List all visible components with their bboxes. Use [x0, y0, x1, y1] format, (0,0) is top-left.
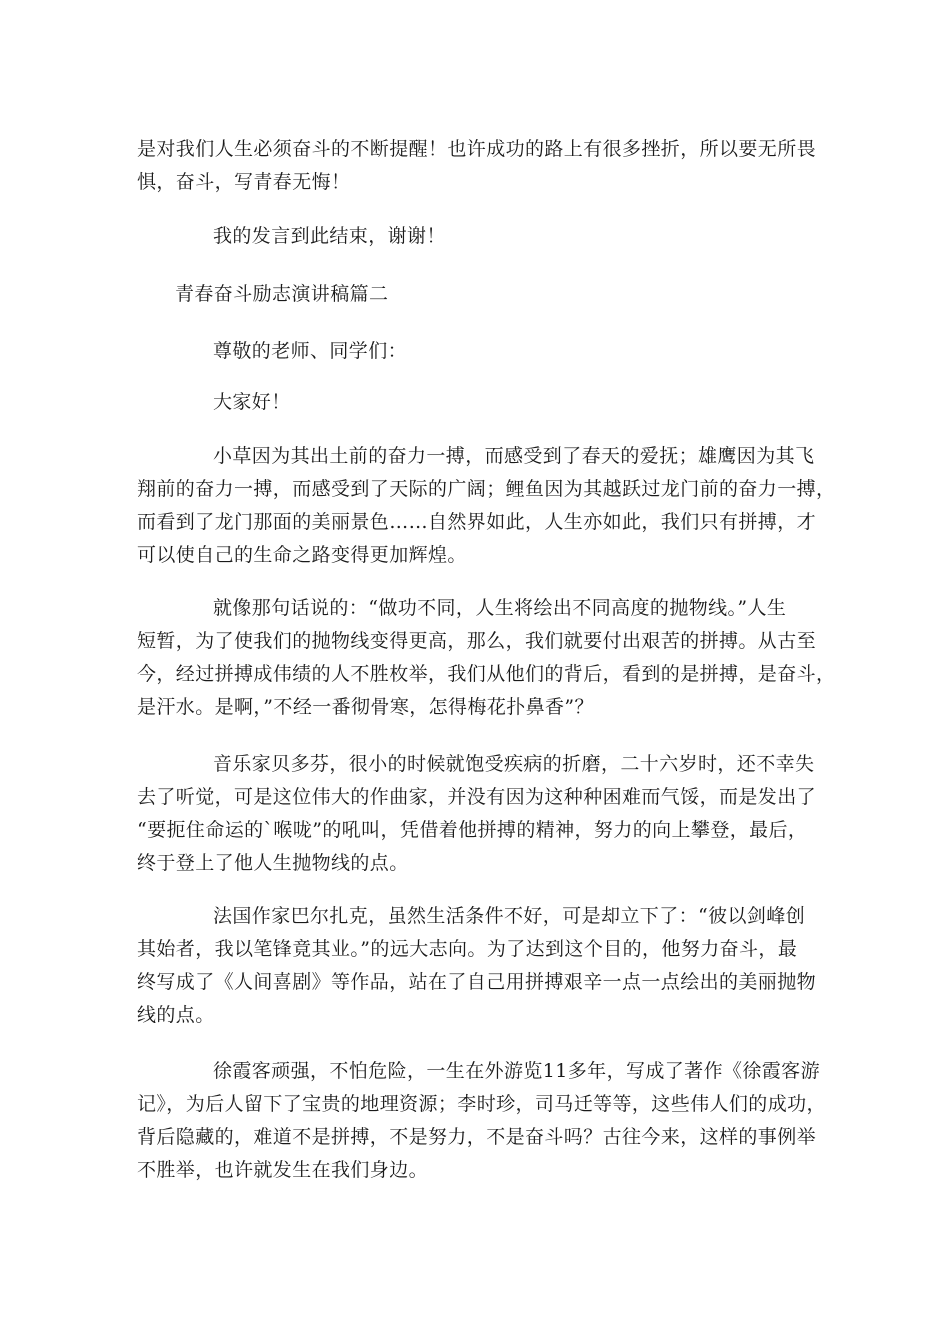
heading-text: 青春奋斗励志演讲稿篇二 [175, 283, 389, 305]
text-line: 背后隐藏的，难道不是拼搏，不是努力，不是奋斗吗？古往今来，这样的事例举 [137, 1126, 817, 1148]
paragraph-body [137, 748, 817, 880]
text-line: “要扼住命运的`喉咙”的吼叫，凭借着他拼搏的精神，努力的向上攀登，最后， [137, 819, 808, 841]
text-line: 是对我们人生必须奋斗的不断提醒！也许成功的路上有很多挫折，所以要无所畏 [137, 138, 817, 160]
paragraph-body [137, 440, 836, 572]
text-line: 记》，为后人留下了宝贵的地理资源；李时珍，司马迁等等，这些伟人们的成功， [137, 1093, 826, 1115]
text-line: 我的发言到此结束，谢谢！ [213, 225, 446, 247]
text-line: 翔前的奋力一搏，而感受到了天际的广阔；鲤鱼因为其越跃过龙门前的奋力一搏， [137, 478, 836, 500]
text-line: 其始者，我以笔锋竟其业。”的远大志向。为了达到这个目的，他努力奋斗，最 [137, 938, 798, 960]
text-line: 小草因为其出土前的奋力一搏，而感受到了春天的爱抚；雄鹰因为其飞 [213, 445, 815, 467]
text-line: 终写成了《人间喜剧》等作品，站在了自己用拼搏艰辛一点一点绘出的美丽抛物 [137, 971, 817, 993]
text-line: 就像那句话说的：“做功不同，人生将绘出不同高度的抛物线。”人生 [213, 597, 787, 619]
text-line: 大家好！ [213, 391, 291, 413]
paragraph-body [137, 1055, 826, 1187]
text-line: 法国作家巴尔扎克，虽然生活条件不好，可是却立下了：“彼以剑峰创 [213, 905, 806, 927]
paragraph-body [137, 592, 836, 724]
paragraph-closing [137, 220, 817, 253]
text-line: 不胜举，也许就发生在我们身边。 [137, 1159, 429, 1181]
text-line: 而看到了龙门那面的美丽景色……自然界如此，人生亦如此，我们只有拼搏，才 [137, 511, 817, 533]
paragraph-body [137, 900, 817, 1032]
text-line: 今，经过拼搏成伟绩的人不胜枚举，我们从他们的背后，看到的是拼搏，是奋斗， [137, 663, 836, 685]
paragraph-salutation [137, 335, 817, 368]
text-line: 线的点。 [137, 1004, 215, 1026]
text-line: 音乐家贝多芬，很小的时候就饱受疾病的折磨，二十六岁时，还不幸失 [213, 753, 815, 775]
paragraph-conclusion [137, 133, 817, 199]
paragraph-greeting [137, 386, 817, 419]
section-heading [137, 278, 817, 311]
text-line: 可以使自己的生命之路变得更加辉煌。 [137, 544, 467, 566]
text-line: 是汗水。是啊，”不经一番彻骨寒，怎得梅花扑鼻香”？ [137, 696, 594, 718]
text-line: 尊敬的老师、同学们： [213, 340, 408, 362]
text-line: 终于登上了他人生抛物线的点。 [137, 852, 409, 874]
text-line: 短暂，为了使我们的抛物线变得更高，那么，我们就要付出艰苦的拼搏。从古至 [137, 630, 817, 652]
text-line: 徐霞客顽强，不怕危险，一生在外游览11多年，写成了著作《徐霞客游 [213, 1060, 820, 1082]
text-line: 去了听觉，可是这位伟大的作曲家，并没有因为这种种困难而气馁，而是发出了 [137, 786, 817, 808]
text-line: 惧，奋斗，写青春无悔！ [137, 171, 351, 193]
